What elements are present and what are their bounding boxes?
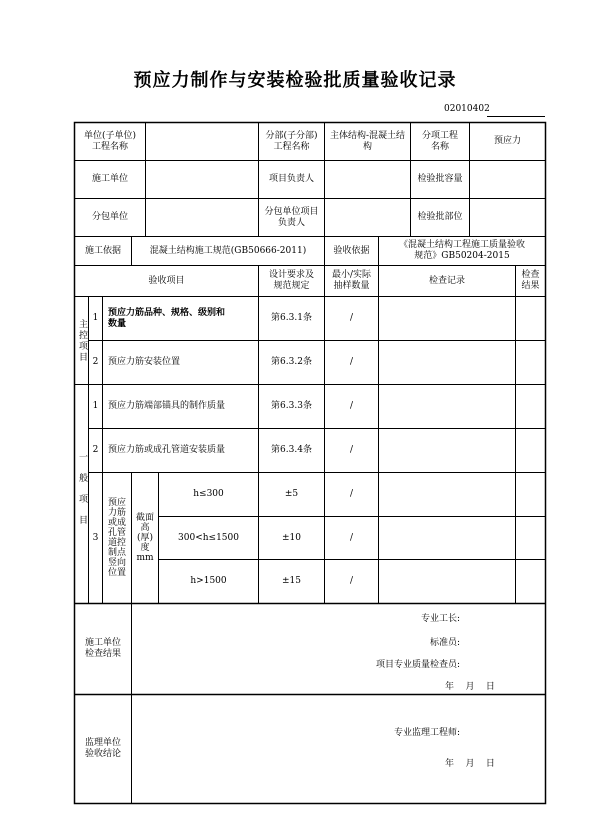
row-result[interactable] — [516, 297, 545, 340]
row-result[interactable] — [516, 429, 545, 472]
batch-location-label: 检验批部位 — [417, 212, 463, 222]
subcontractor-value[interactable] — [146, 199, 258, 236]
row-spec: 第6.3.4条 — [271, 445, 312, 455]
supervising-engineer-signature[interactable]: 专业监理工程师: — [393, 727, 460, 738]
unit-name-label: 单位(子单位) 工程名称 — [83, 130, 137, 152]
sub-range: h≤300 — [193, 489, 224, 499]
construction-basis-value[interactable]: 混凝土结构施工规范(GB50666-2011) — [149, 245, 307, 256]
sub-sample[interactable]: / — [349, 532, 354, 543]
row-number: 1 — [92, 313, 99, 323]
supervisor-check-date[interactable]: 年 月 日 — [445, 758, 495, 769]
row-result[interactable] — [516, 341, 545, 384]
sub-sample[interactable]: / — [349, 576, 354, 586]
contractor-label: 施工单位 — [91, 174, 128, 184]
row-number: 3 — [92, 532, 99, 543]
sub-result[interactable] — [516, 473, 545, 516]
project-manager-label: 项目负责人 — [268, 174, 314, 184]
acceptance-basis-label: 验收依据 — [333, 245, 370, 256]
col-item-header: 验收项目 — [148, 275, 185, 286]
sub-spec: ±5 — [284, 489, 299, 499]
sub-spec: ±10 — [282, 532, 301, 543]
row-number: 2 — [92, 357, 99, 367]
row-record[interactable] — [379, 341, 515, 384]
row-item: 预应力筋或成孔管道安装质量 — [108, 445, 226, 455]
page-title: 预应力制作与安装检验批质量验收记录 — [133, 70, 457, 91]
row-item: 预应力筋安装位置 — [108, 357, 181, 367]
row-spec: 第6.3.2条 — [271, 357, 312, 367]
contractor-value[interactable] — [146, 161, 258, 198]
general-group-label: 一般项目 — [77, 452, 87, 536]
form-code: 02010402 — [444, 104, 490, 114]
row-spec: 第6.3.1条 — [271, 313, 312, 323]
sub-record[interactable] — [379, 560, 515, 603]
sub-project-manager-label: 分包单位项目 负责人 — [264, 206, 319, 228]
row-record[interactable] — [379, 297, 515, 340]
sub-record[interactable] — [379, 517, 515, 559]
division-name-label: 分部(子分部) 工程名称 — [265, 130, 318, 152]
unit-name-value[interactable] — [146, 123, 258, 160]
contractor-check-date[interactable]: 年 月 日 — [445, 681, 495, 692]
row-item: 预应力筋品种、规格、级别和 数量 — [108, 307, 226, 329]
quality-inspector-signature[interactable]: 项目专业质量检查员: — [375, 659, 460, 670]
col-sample-header: 最小/实际 抽样数量 — [331, 270, 372, 291]
batch-capacity-label: 检验批容量 — [417, 174, 463, 184]
batch-capacity-value[interactable] — [470, 161, 545, 198]
row-sample[interactable]: / — [349, 445, 354, 455]
sub-range: 300<h≤1500 — [178, 532, 239, 543]
sub-spec: ±15 — [282, 576, 301, 586]
subitem-name-value[interactable]: 预应力 — [493, 136, 521, 146]
sub-project-manager-value[interactable] — [325, 199, 410, 236]
foreman-signature[interactable]: 专业工长: — [420, 613, 460, 624]
sub-sample[interactable]: / — [349, 489, 354, 499]
row-sample[interactable]: / — [349, 357, 354, 367]
section-height-label: 截面高(厚)度mm — [135, 513, 154, 563]
sub-result[interactable] — [516, 517, 545, 559]
standard-officer-signature[interactable]: 标准员: — [429, 637, 460, 648]
row-number: 2 — [92, 445, 99, 455]
row-sample[interactable]: / — [349, 401, 354, 411]
col-record-header: 检查记录 — [428, 275, 465, 286]
row-sample[interactable]: / — [349, 313, 354, 323]
supervisor-conclusion-label: 监理单位 验收结论 — [84, 738, 121, 759]
row3-label: 预应力筋或成孔管道控制点竖向位置 — [107, 498, 126, 578]
col-result-header: 检查 结果 — [521, 270, 540, 291]
project-manager-value[interactable] — [325, 161, 410, 198]
row-spec: 第6.3.3条 — [271, 401, 312, 411]
row-number: 1 — [92, 401, 99, 411]
construction-basis-label: 施工依据 — [84, 245, 121, 256]
row-record[interactable] — [379, 385, 515, 428]
main-control-group-label: 主控项目 — [77, 318, 87, 363]
acceptance-basis-value[interactable]: 《混凝土结构工程施工质量验收 规范》GB50204-2015 — [398, 240, 525, 261]
contractor-check-label: 施工单位 检查结果 — [84, 638, 121, 659]
subitem-name-label: 分项工程 名称 — [421, 130, 458, 152]
row-result[interactable] — [516, 385, 545, 428]
col-design-header: 设计要求及 规范规定 — [268, 270, 314, 291]
batch-location-value[interactable] — [470, 199, 545, 236]
subcontractor-label: 分包单位 — [91, 212, 128, 222]
sub-range: h>1500 — [190, 576, 227, 586]
division-name-value[interactable]: 主体结构-混凝土结 构 — [329, 130, 406, 152]
sub-result[interactable] — [516, 560, 545, 603]
sub-record[interactable] — [379, 473, 515, 516]
row-item: 预应力筋端部锚具的制作质量 — [108, 401, 226, 411]
row-record[interactable] — [379, 429, 515, 472]
